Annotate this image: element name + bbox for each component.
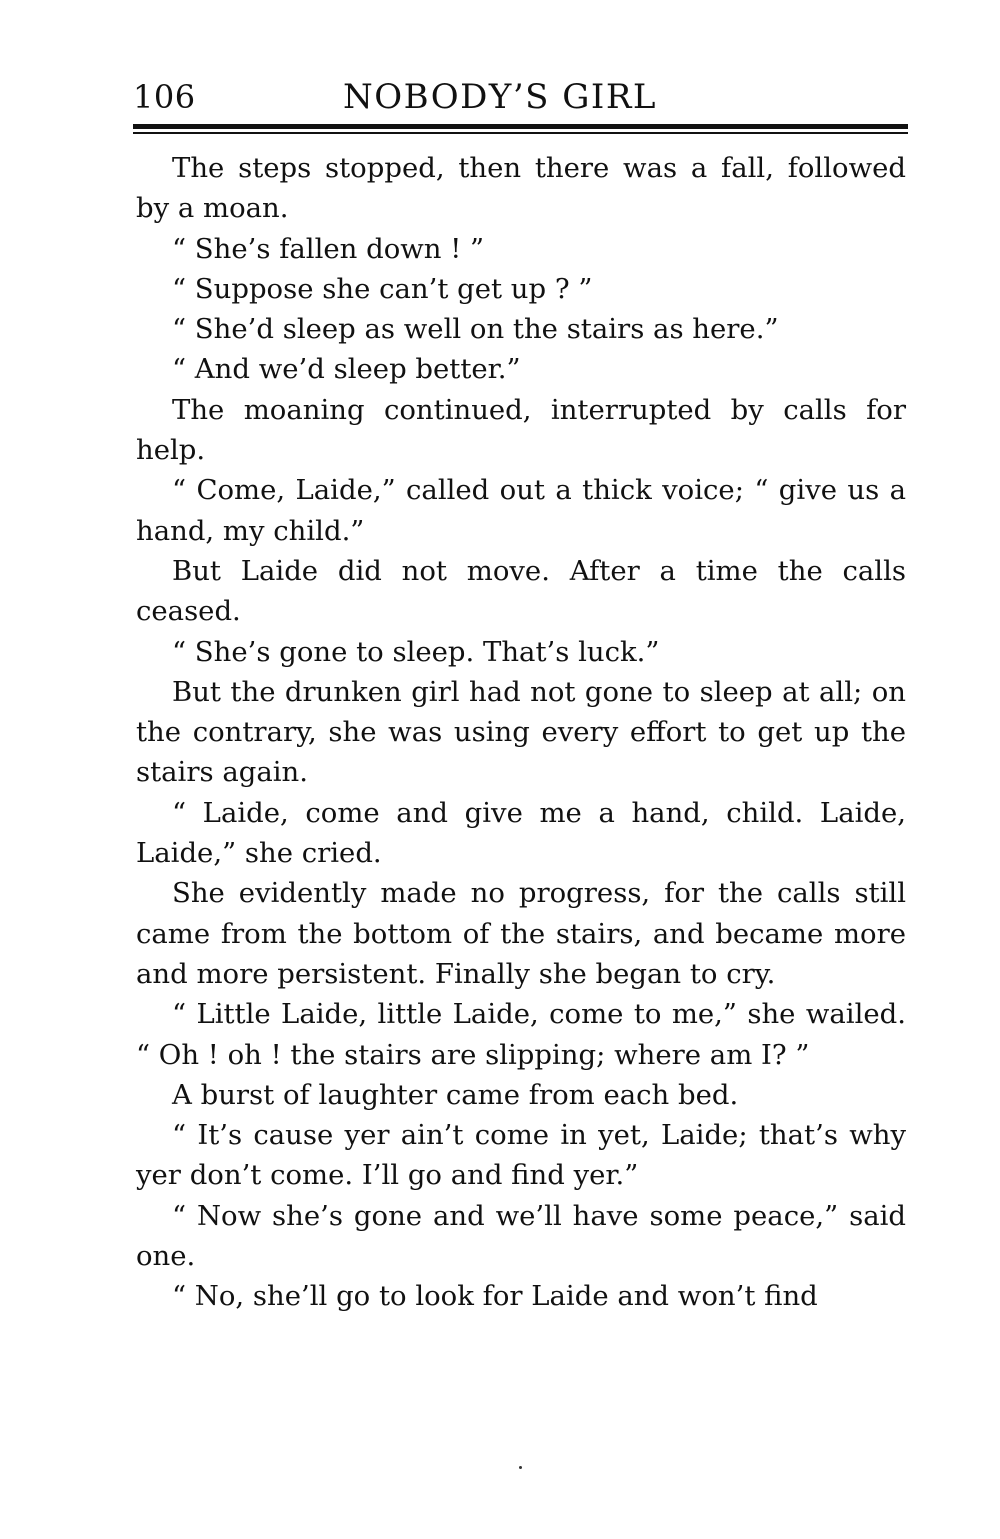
- paragraph: “ She’s fallen down ! ”: [172, 232, 485, 265]
- paragraph: She evidently made no progress, for the calls still came from the bottom of the stairs, and became more and more persistent. Finally she began to cry.: [136, 877, 906, 990]
- paragraph: “ Come, Laide,” called out a thick voice; “ give us a hand, my child.”: [136, 474, 906, 547]
- paragraph: “ She’d sleep as well on the stairs as here.”: [172, 313, 779, 346]
- paragraph: “ Little Laide, little Laide, come to me,” she wailed. “ Oh ! oh ! the stairs are slipping; where am I? ”: [136, 998, 906, 1071]
- running-title: NOBODY’S GIRL: [343, 77, 657, 117]
- paragraph: But Laide did not move. After a time the calls ceased.: [136, 554, 906, 628]
- header-rule-thick: [133, 124, 908, 129]
- print-speck: [519, 1466, 522, 1469]
- paragraph: “ Now she’s gone and we’ll have some peace,” said one.: [136, 1199, 906, 1273]
- body-text: [136, 148, 906, 1317]
- paragraph: “ Suppose she can’t get up ? ”: [172, 272, 593, 305]
- paragraph: The moaning continued, interrupted by calls for help.: [136, 393, 906, 467]
- paragraph: “ No, she’ll go to look for Laide and won’t find: [172, 1280, 818, 1313]
- page-number: 106: [133, 78, 196, 116]
- header-rule-thin: [133, 132, 908, 134]
- paragraph: “ And we’d sleep better.”: [172, 353, 521, 386]
- paragraph: “ She’s gone to sleep. That’s luck.”: [172, 635, 660, 668]
- paragraph: A burst of laughter came from each bed.: [172, 1078, 739, 1111]
- paragraph: “ It’s cause yer ain’t come in yet, Laide; that’s why yer don’t come. I’ll go and find yer.”: [136, 1119, 906, 1192]
- paragraph: The steps stopped, then there was a fall, followed by a moan.: [136, 152, 906, 225]
- page-header: [133, 74, 908, 120]
- paragraph: But the drunken girl had not gone to sleep at all; on the contrary, she was using every effort to get up the stairs again.: [136, 675, 906, 789]
- paragraph: “ Laide, come and give me a hand, child. Laide, Laide,” she cried.: [136, 796, 906, 870]
